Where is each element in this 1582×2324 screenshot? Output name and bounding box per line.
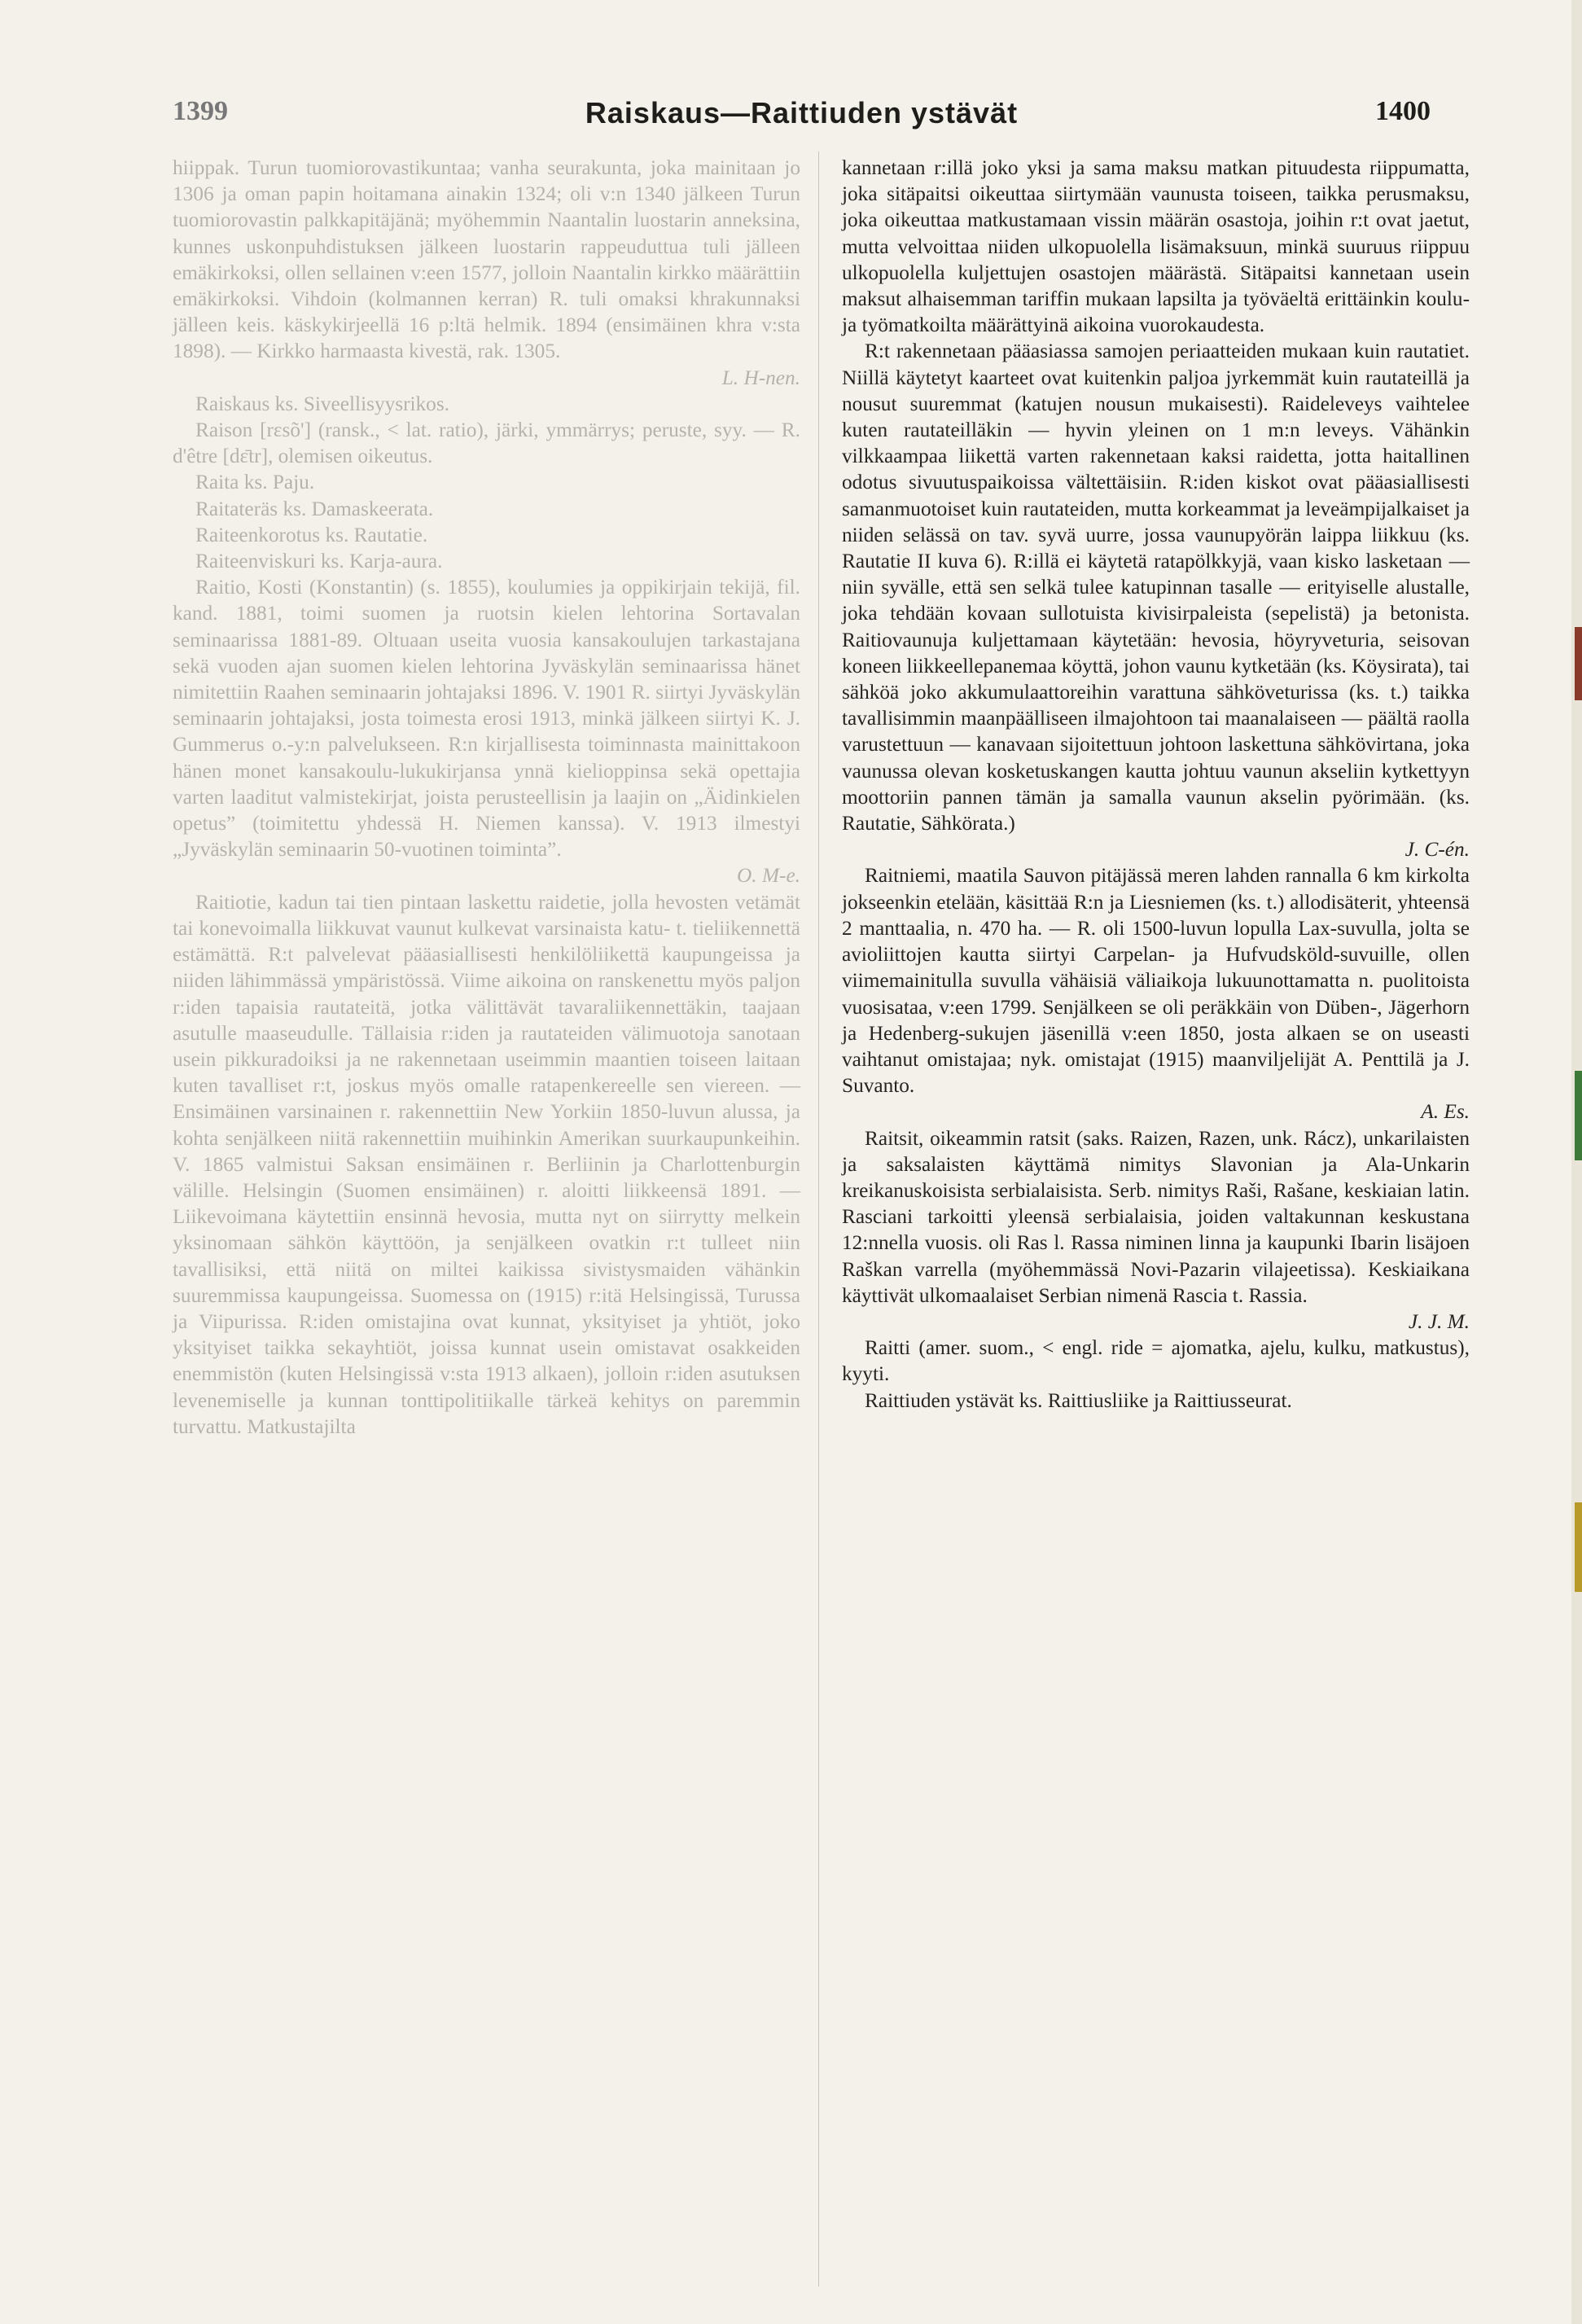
- entry-raitio: Raitio, Kosti (Konstantin) (s. 1855), koulumies ja oppikirjain tekijä, fil. kand. 1881, toimi suomen ja ruotsin kielen lehtorina Sortavalan seminaarissa 1881-89. Oltuaan useita vuosia kansakoulujen tarkastajana sekä vuoden ajan suomen kielen lehtorina Jyväskylän seminaarissa hänet nimitettiin Raahen seminaarin johtajaksi 1896. V. 1901 R. siirtyi Jyväskylän seminaarin johtajaksi, josta toimesta erosi 1913, minkä jälkeen siirtyi K. J. Gummerus o.-y:n palvelukseen. R:n kirjallisesta toiminnasta mainittakoon hänen monet kansakoulu-lukukirjansa ynnä kielioppinsa sekä opettajia varten laaditut valmistekirjat, joista perusteellisin ja laajin on „Äidinkielen opetus” (toimitettu yhdessä H. Niemen kanssa). V. 1913 ilmestyi „Jyväskylän seminaarin 50-vuotinen toiminta”.: [173, 576, 800, 862]
- author-signature: L. H-nen.: [721, 366, 800, 389]
- entry-paragraph: kannetaan r:illä joko yksi ja sama maksu matkan pituudesta riippumatta, joka sitäpaitsi oikeuttaa siirtymään vaunusta toiseen, taikka perusmaksu, joka oikeuttaa matkustamaan vissin määrän osastoja, joihin r:t ovat jaetut, mutta velvoittaa niiden ulkopuolella lisämaksuun, minkä suuruus riippuu ulkopuolella kuljettujen osastojen määrästä. Sitäpaitsi kannetaan usein maksut alhaisemman tariffin mukaan lapsilta ja työväeltä erittäinkin koulu- ja työmatkoilta määrättyinä aikoina vuorokaudesta.: [842, 156, 1470, 337]
- entry-raiteenviskuri: Raiteenviskuri ks. Karja-aura.: [195, 550, 443, 573]
- color-tab-mark: [1575, 1502, 1582, 1592]
- entry-raita: Raita ks. Paju.: [195, 471, 315, 494]
- author-signature: A. Es.: [1421, 1100, 1470, 1124]
- entry-raittiuden-ystavat: Raittiuden ystävät ks. Raittiusliike ja Raittiusseurat.: [865, 1388, 1292, 1412]
- entry-raiskaus: Raiskaus ks. Siveellisyysrikos.: [195, 392, 449, 415]
- running-header: [173, 96, 1431, 132]
- page-edge: [1571, 0, 1582, 2324]
- right-page-number: 1400: [1375, 96, 1431, 126]
- left-page-number: 1399: [173, 96, 228, 126]
- entry-raitniemi: Raitniemi, maatila Sauvon pitäjässä meren lahden rannalla 6 km kirkolta jokseenkin etelään, käsittää R:n ja Liesniemen (ks. t.) allodisäterit, yhteensä 2 manttaalia, n. 470 ha. — R. oli 1500-luvun lopulla Lax-suvulla, jolta se avioliittojen kautta siirtyi Carpelan- ja Hufvudsköld-suvuille, ollen viimemainitulla suvulla vähäisiä väliaikoja lukuunottamatta n. puolitoista vuosisataa, v:een 1799. Senjälkeen se oli peräkkäin von Düben-, Jägerhorn ja Hedenberg-sukujen jäsenillä v:een 1850, josta alkaen se on useasti vaihtanut omistajaa; nyk. omistajat (1915) maanviljelijät A. Penttilä ja J. Suvanto.: [842, 864, 1470, 1098]
- author-signature: J. C-én.: [1405, 838, 1470, 862]
- left-column: [173, 155, 800, 1440]
- entry-raitsit: Raitsit, oikeammin ratsit (saks. Raizen, Razen, unk. Rácz), unkarilaisten ja saksalaisten käyttämä nimitys Slavonian ja Ala-Unkarin kreikanuskoisista serbialaisista. Serb. nimitys Raši, Rašane, keskiaian latin. Rasciani tarkoitti yleensä serbialaisia, joiden valtakunnan keskustana 12:nnella vuosis. oli Ras l. Rassa niminen linna ja kaupunki Ibarin lisäjoen Raškan varrella (myöhemmässä Novi-Pazarin vilajeetissa). Keskiaikana käyttivät ulkomaalaiset Serbian nimenä Rascia t. Rassia.: [842, 1126, 1470, 1307]
- entry-raison: Raison [rεsõ'] (ransk., < lat. ratio), järki, ymmärrys; peruste, syy. — R. d'être [dε̄tr], olemisen oikeutus.: [173, 419, 800, 468]
- entry-raitateras: Raitateräs ks. Damaskeerata.: [195, 497, 434, 520]
- author-signature: J. J. M.: [1408, 1309, 1470, 1333]
- right-column: [842, 155, 1470, 1414]
- entry-paragraph: R:t rakennetaan pääasiassa samojen periaatteiden mukaan kuin rautatiet. Niillä käytetyt kaarteet ovat kuitenkin paljoa jyrkemmät kuin rautateillä ja nousut suuremmat (katujen nousun mukaisesti). Raideleveys vaihtelee kuten rautateilläkin — hyvin yleinen on 1 m:n leveys. Vähänkin vilkkaampaa liikettä varten rakennetaan kaksi raidetta, jotta haitallinen odotus sivuutuspaikoissa vältettäisiin. R:iden kiskot ovat pääasiallisesti samanmuotoiset kuin rautateiden, mutta korkeammat ja leveämpijalkaiset ja niiden selässä on tav. syvä uurre, jossa vaunupyörän laippa liikkuu (ks. Rautatie II kuva 6). R:illä ei käytetä ratapölkkyjä, vaan kisko lasketaan — niin syvälle, että sen selkä tulee katupinnan tasalle — erityiselle alustalle, joka tehdään kovaan sullotuista kivisirpaleista (sepelistä) ja betonista. Raitiovaunuja kuljettamaan käytetään: hevosia, höyryveturia, seisovan koneen liikkeellepanemaa köyttä, johon vaunu kytketään (ks. Köysirata), tai sähköä joko akkumulaattoreihin varattuna sähköveturissa (ks. t.) taikka tavallisimmin maanpäälliseen ilmajohtoon tai maanalaiseen — päältä raolla varustettuun — kanavaan sijoitettuun johtoon laskettuna sähkövirtana, joka vaunussa olevan kosketuskangen kautta johtuu vaunun akseliin kytkettyyn moottoriin pannen tämän ja samalla vaunun akselin pyörimään. (ks. Rautatie, Sähkörata.): [842, 340, 1470, 835]
- entry-raiteenkorotus: Raiteenkorotus ks. Rautatie.: [195, 523, 428, 546]
- column-divider: [818, 151, 819, 2287]
- entry-raitti: Raitti (amer. suom., < engl. ride = ajomatka, ajelu, kulku, matkustus), kyyti.: [842, 1336, 1470, 1386]
- page-title: Raiskaus—Raittiuden ystävät: [585, 96, 1019, 129]
- entry-paragraph: hiippak. Turun tuomiorovastikuntaa; vanha seurakunta, joka mainitaan jo 1306 ja oman papin hoitamana ainakin 1324; oli v:n 1340 jälkeen Turun tuomiorovastin palkkapitäjänä; myöhemmin Naantalin luostarin anneksina, kunnes uskonpuhdistuksen jälkeen luostarin rappeuduttua tuli jälleen emäkirkoksi, ollen sellainen v:een 1577, jolloin Naantalin kirkko määrättiin emäkirkoksi. Vihdoin (kolmannen kerran) R. tuli omaksi khrakunnaksi jälleen keis. käskykirjeellä 16 p:ltä helmik. 1894 (ensimäinen khra v:sta 1898). — Kirkko harmaasta kivestä, rak. 1305.: [173, 156, 800, 363]
- color-tab-mark: [1575, 1071, 1582, 1160]
- author-signature: O. M-e.: [737, 864, 800, 888]
- color-tab-mark: [1575, 627, 1582, 700]
- entry-raitiotie: Raitiotie, kadun tai tien pintaan laskettu raidetie, jolla hevosten vetämät tai konevoimalla liikkuvat vaunut kulkevat varsinaista katu- t. tieliikennettä estämättä. R:t palvelevat pääasiallisesti henkilöliikettä kaupungeissa ja niiden lähimmässä ympäristössä. Viime aikoina on ranskenettu myös paljon r:iden tapaisia rautateitä, jotka välittävät tavaraliikennettäkin, taajaan asutulle maaseudulle. Tällaisia r:iden ja rautateiden välimuotoja sanotaan usein pikkuradoiksi ja ne rakennetaan useimmin maantien toiseen laitaan kuten tavalliset r:t, joskus myös omalle ratapenkereelle sen viereen. — Ensimäinen varsinainen r. rakennettiin New Yorkiin 1850-luvun alussa, ja kohta senjälkeen niitä rakennettiin muihinkin Amerikan suurkaupunkeihin. V. 1865 valmistui Saksan ensimäinen r. Berliinin ja Charlottenburgin välille. Helsingin (Suomen ensimäinen) r. aloitti liikkeensä 1891. — Liikevoimana käytettiin ensinnä hevosia, mutta nyt on siirrytty melkein yksinomaan sähkön käyttöön, ja senjälkeen ovatkin r:t tulleet niin tavallisiksi, että niitä on miltei kaikissa sivistysmaiden vähänkin suuremmissa kaupungeissa. Suomessa on (1915) r:itä Helsingissä, Turussa ja Viipurissa. R:iden omistajina ovat kunnat, yksityiset ja yhtiöt, joko yksityiset taikka sekayhtiöt, joissa kunnat usein omistavat osakkeiden enemmistön (kuten Helsingissä v:sta 1913 alkaen), jolloin r:iden asutuksen levenemiselle ja kunnan tonttipolitiikalle tärkeä kehitys on paremmin turvattu. Matkustajilta: [173, 890, 800, 1438]
